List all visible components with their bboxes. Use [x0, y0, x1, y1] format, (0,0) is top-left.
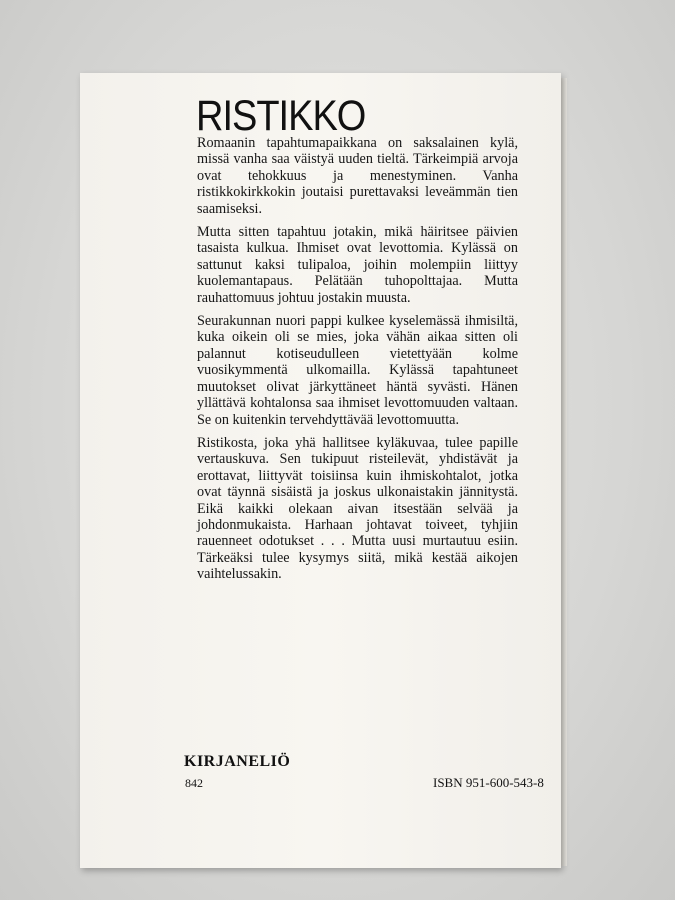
blurb-paragraph: Mutta sitten tapahtuu jotakin, mikä häiritsee päivien tasaista kulkua. Ihmiset ovat levottomia. Kylässä on sattunut kaksi tulipaloa, joihin molempiin liittyy kuolemantapaus. Pelätään tuhopolttajaa. Mutta rauhattomuus johtuu jostakin muusta.	[197, 224, 518, 306]
blurb-paragraph: Romaanin tapahtumapaikkana on saksalainen kylä, missä vanha saa väistyä uuden tieltä. Tärkeimpiä arvoja ovat tehokkuus ja menestyminen. Vanha ristikkokirkkokin joutaisi purettavaksi leveämmän tien saamiseksi.	[197, 135, 518, 217]
isbn: ISBN 951-600-543-8	[433, 775, 544, 790]
book-spine-edge	[561, 78, 567, 866]
blurb-text	[197, 135, 518, 590]
publisher-name: KIRJANELIÖ	[184, 753, 291, 770]
series-number: 842	[185, 776, 203, 790]
book-back-cover	[80, 73, 561, 868]
book-title: RISTIKKO	[196, 93, 366, 141]
blurb-paragraph: Seurakunnan nuori pappi kulkee kyselemässä ihmisiltä, kuka oikein oli se mies, joka vähän aikaa sitten oli palannut kotiseudulleen vietettyään kolme vuosikymmentä ulkomailla. Kylässä tapahtuneet muutokset olivat järkyttäneet häntä syvästi. Hänen yllättävä kohtalonsa saa ihmiset levottomuuden valtaan. Se on kuitenkin tervehdyttävää levottomuutta.	[197, 313, 518, 428]
blurb-paragraph: Ristikosta, joka yhä hallitsee kyläkuvaa, tulee papille vertauskuva. Sen tukipuut risteilevät, yhdistävät ja erottavat, liittyvät toisiinsa kuin ihmiskohtalot, jotka ovat täynnä sisäistä ja joskus ulkonaistakin jännitystä. Eikä kaikki olekaan aivan itsestään selvää ja johdonmukaista. Harhaan johtavat toiveet, tyhjiin rauenneet odotukset . . . Mutta uusi murtautuu esiin. Tärkeäksi tulee kysymys siitä, mikä kestää aikojen vaihtelussakin.	[197, 434, 518, 583]
